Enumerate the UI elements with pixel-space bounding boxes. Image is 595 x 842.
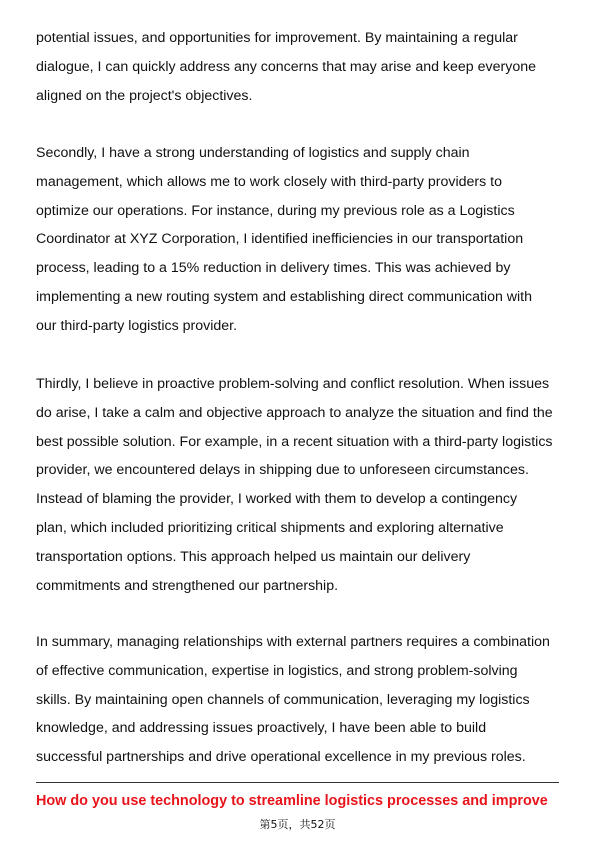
text-line: Secondly, I have a strong understanding of logistics and supply chain (36, 145, 470, 161)
text-line: of effective communication, expertise in logistics, and strong problem-solving (36, 662, 518, 679)
text-line: best possible solution. For example, in a recent situation with a third-party logistics (36, 433, 553, 450)
text-line: management, which allows me to work closely with third-party providers to (36, 173, 503, 190)
page-indicator: 第5页，共52页 (259, 818, 336, 831)
paragraph-problem-solving (36, 370, 566, 600)
text-line: Instead of blaming the provider, I worked with them to develop a contingency (36, 491, 518, 508)
paragraph-summary (36, 628, 566, 772)
text-line: commitments and strengthened our partnership. (36, 577, 339, 594)
text-line: In summary, managing relationships with external partners requires a combination (36, 634, 550, 650)
text-line: our third-party logistics provider. (36, 317, 238, 334)
next-question-heading: How do you use technology to streamline logistics processes and improve (36, 793, 548, 809)
text-line: optimize our operations. For instance, during my previous role as a Logistics (36, 202, 515, 219)
paragraph-logistics-understanding (36, 139, 566, 341)
text-line: process, leading to a 15% reduction in delivery times. This was achieved by (36, 260, 511, 277)
text-line: successful partnerships and drive operational excellence in my previous roles. (36, 749, 526, 766)
text-line: do arise, I take a calm and objective approach to analyze the situation and find the (36, 404, 553, 421)
text-line: implementing a new routing system and establishing direct communication with (36, 288, 533, 305)
paragraph-communication-conclusion (36, 24, 566, 110)
text-line: Thirdly, I believe in proactive problem-solving and conflict resolution. When issues (36, 376, 550, 392)
text-line: knowledge, and addressing issues proactively, I have been able to build (36, 720, 487, 737)
text-line: potential issues, and opportunities for improvement. By maintaining a regular (36, 30, 518, 46)
text-line: dialogue, I can quickly address any concerns that may arise and keep everyone (36, 58, 537, 75)
text-line: transportation options. This approach helped us maintain our delivery (36, 548, 471, 565)
section-divider (36, 782, 559, 783)
text-line: skills. By maintaining open channels of communication, leveraging my logistics (36, 691, 530, 708)
text-line: plan, which included prioritizing critical shipments and exploring alternative (36, 519, 504, 536)
text-line: provider, we encountered delays in shipping due to unforeseen circumstances. (36, 462, 529, 479)
text-line: aligned on the project's objectives. (36, 87, 253, 104)
text-line: Coordinator at XYZ Corporation, I identified inefficiencies in our transportation (36, 231, 524, 248)
